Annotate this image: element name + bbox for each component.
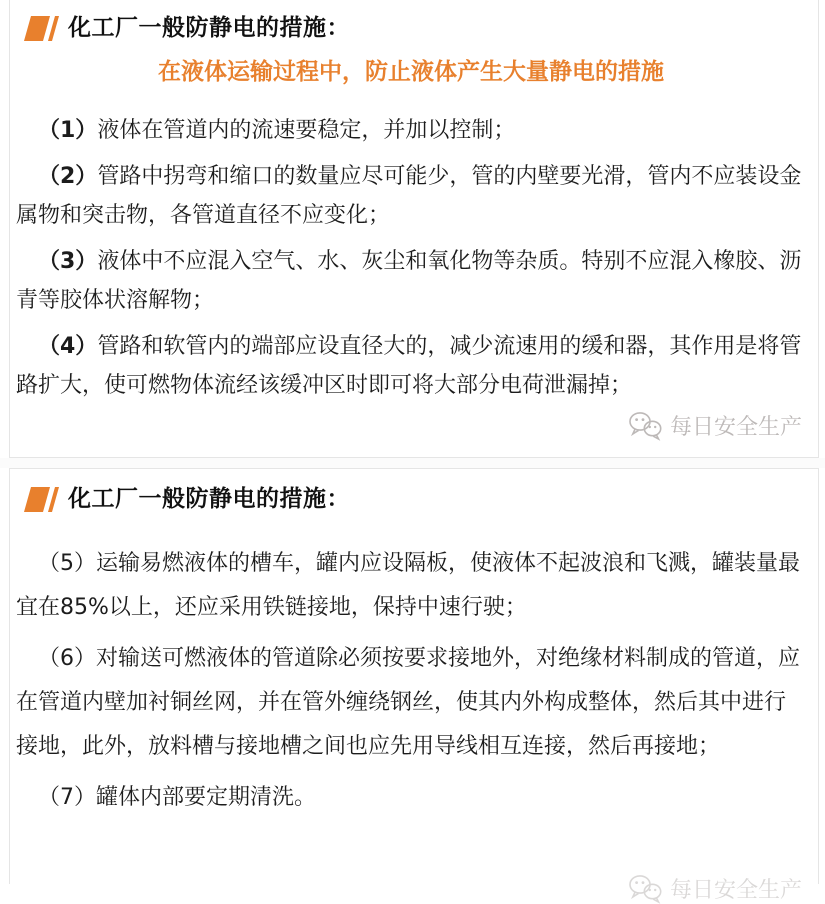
watermark-label: 每日安全生产 — [669, 878, 802, 903]
item-4-marker: （4） — [38, 334, 98, 359]
item-6-marker: （6） — [38, 646, 96, 671]
item-5-text: 运输易燃液体的槽车，罐内应设隔板，使液体不起波浪和飞溅，罐装量最宜在85%以上，还应采用铁链接地，保持中速行驶； — [16, 551, 801, 620]
orange-slash-icon — [22, 486, 59, 513]
item-1-marker: （1） — [38, 118, 98, 143]
card2-title: 化工厂一般防静电的措施： — [68, 486, 350, 512]
orange-slash-icon — [22, 15, 59, 42]
list-item-3 — [16, 242, 806, 320]
item-4-text: 管路和软管内的端部应设直径大的，减少流速用的缓和器，其作用是将管路扩大，使可燃物体流经该缓冲区时即可将大部分电荷泄漏掉； — [16, 334, 802, 398]
card1-title: 化工厂一般防静电的措施： — [68, 15, 350, 41]
card-tanker-and-pipeline-measures — [9, 468, 819, 903]
watermark — [627, 410, 802, 441]
card-liquid-transport-measures — [9, 0, 819, 458]
wechat-icon — [627, 410, 663, 441]
item-7-marker: （7） — [38, 785, 96, 810]
item-1-text: 液体在管道内的流速要稳定，并加以控制； — [97, 118, 516, 143]
item-2-text: 管路中拐弯和缩口的数量应尽可能少，管的内壁要光滑，管内不应装设金属物和突击物，各管道直径不应变化； — [16, 164, 802, 228]
item-3-text: 液体中不应混入空气、水、灰尘和氧化物等杂质。特别不应混入橡胶、沥青等胶体状溶解物； — [16, 249, 802, 313]
item-2-marker: （2） — [38, 164, 98, 189]
card1-header — [16, 13, 806, 43]
card1-subtitle: 在液体运输过程中，防止液体产生大量静电的措施 — [158, 59, 664, 85]
list-item-2 — [16, 157, 806, 235]
list-item-5 — [16, 542, 806, 630]
list-item-6 — [16, 637, 806, 769]
card2-header — [16, 484, 806, 514]
card-divider-gap — [0, 458, 825, 468]
list-item-1 — [16, 111, 806, 150]
watermark-label: 每日安全生产 — [669, 415, 802, 440]
watermark-partial — [627, 873, 802, 904]
item-3-marker: （3） — [38, 249, 98, 274]
list-item-4 — [16, 327, 806, 405]
wechat-icon — [627, 873, 663, 904]
item-7-text: 罐体内部要定期清洗。 — [96, 785, 317, 810]
item-6-text: 对输送可燃液体的管道除必须按要求接地外，对绝缘材料制成的管道，应在管道内壁加衬铜丝网，并在管外缠绕钢丝，使其内外构成整体，然后其中进行接地，此外，放料槽与接地槽之间也应先用导线相互连接，然后再接地； — [16, 646, 801, 759]
list-item-7 — [16, 776, 806, 820]
item-5-marker: （5） — [38, 551, 96, 576]
